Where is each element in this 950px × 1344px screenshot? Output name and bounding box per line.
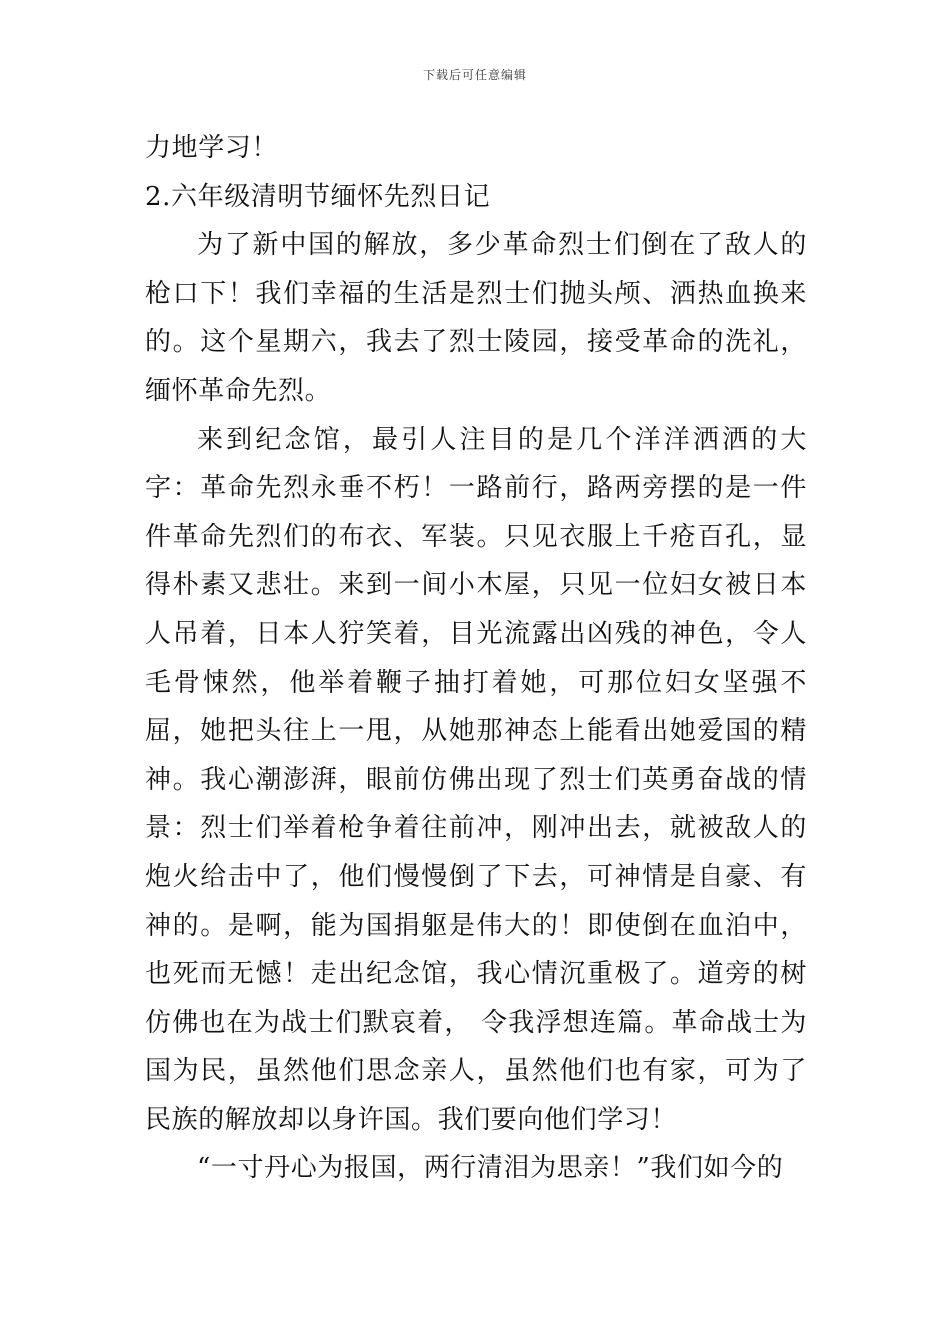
page-header-note: 下载后可任意编辑 bbox=[422, 68, 527, 82]
paragraph-2: 来到纪念馆，最引人注目的是几个洋洋洒洒的大字：革命先烈永垂不朽！一路前行，路两旁摆的是一件件革命先烈们的布衣、军装。只见衣服上千疮百孔，显得朴素又悲壮。来到一间小木屋，只见一位妇女被日本人吊着，日本人狞笑着，目光流露出凶残的神色，令人毛骨悚然，他举着鞭子抽打着她，可那位妇女坚强不屈，她把头往上一甩，从她那神态上能看出她爱国的精神。我心潮澎湃，眼前仿佛出现了烈士们英勇奋战的情景：烈士们举着枪争着往前冲，刚冲出去，就被敌人的炮火给击中了，他们慢慢倒了下去，可神情是自豪、有神的。是啊，能为国捐躯是伟大的！即使倒在血泊中，也死而无憾！走出纪念馆，我心情沉重极了。道旁的树仿佛也在为战士们默哀着， 令我浮想连篇。革命战士为国为民，虽然他们思念亲人，虽然他们也有家，可为了民族的解放却以身许国。我们要向他们学习！ bbox=[145, 424, 807, 1135]
document-body bbox=[145, 124, 807, 1193]
paragraph-1: 为了新中国的解放，多少革命烈士们倒在了敌人的枪口下！我们幸福的生活是烈士们抛头颅、洒热血换来的。这个星期六，我去了烈士陵园，接受革命的洗礼，缅怀革命先烈。 bbox=[145, 230, 807, 406]
paragraph-3: “一寸丹心为报国，两行清泪为思亲！”我们如今的 bbox=[197, 1153, 784, 1184]
section-heading: 2.六年级清明节缅怀先烈日记 bbox=[145, 181, 491, 212]
continuation-line: 力地学习！ bbox=[145, 133, 279, 163]
